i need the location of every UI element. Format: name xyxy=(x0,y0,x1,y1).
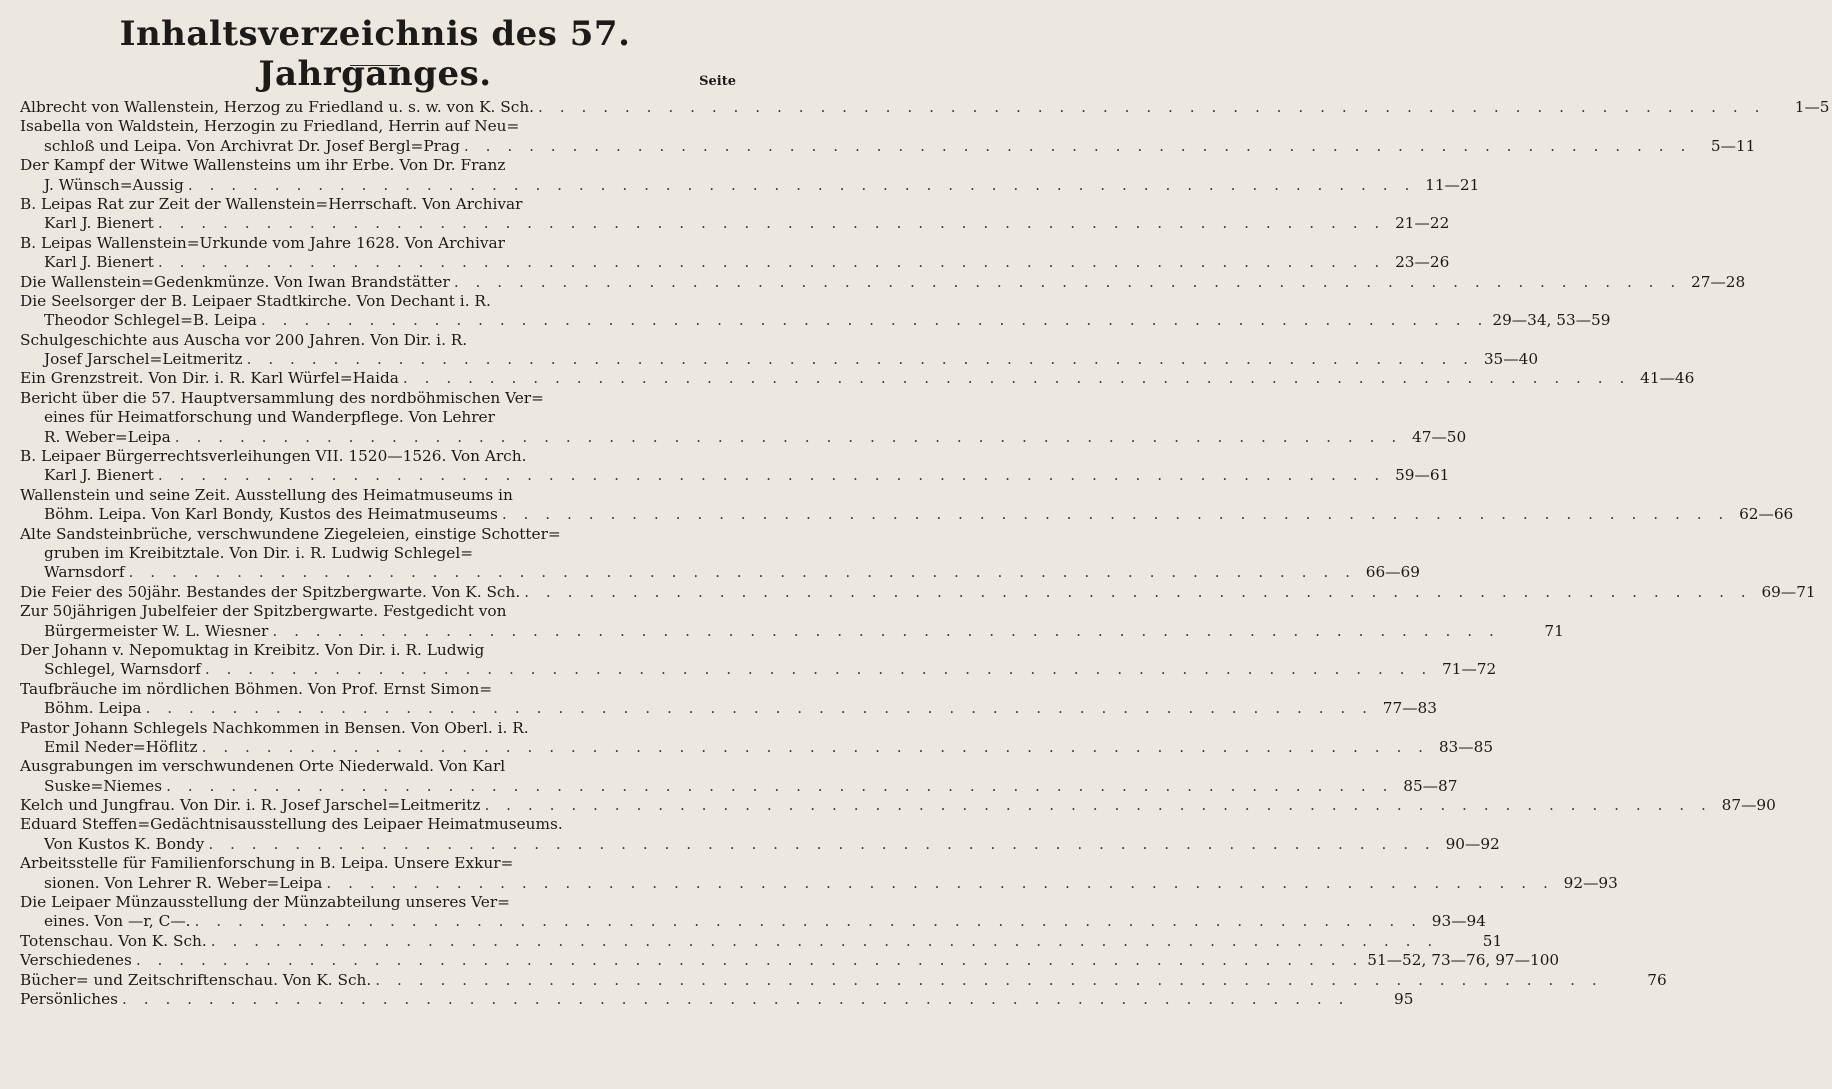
toc-entry-line xyxy=(20,505,1794,524)
toc-entry xyxy=(20,524,1420,583)
toc-entry-text: Karl J. Bienert xyxy=(44,214,154,233)
toc-entry-text: Persönliches xyxy=(20,989,118,1008)
toc-entry-text: eines für Heimatforschung und Wanderpflege. Von Lehrer xyxy=(44,408,495,427)
toc-entry-line xyxy=(20,757,736,776)
toc-page-number: 83—85 xyxy=(1438,737,1494,756)
toc-entry-text: B. Leipaer Bürgerrechtsverleihungen VII. 1520—1526. Von Arch. xyxy=(20,447,527,466)
toc-entry xyxy=(20,194,1450,234)
dot-leader xyxy=(129,563,1356,582)
toc-entry-text: Albrecht von Wallenstein, Herzog zu Friedland u. s. w. von K. Sch. xyxy=(20,98,535,116)
toc-entry xyxy=(20,98,1830,117)
toc-page-number: 90—92 xyxy=(1445,834,1500,853)
page-title: Inhaltsverzeichnis des 57. Jahrganges. xyxy=(119,14,631,94)
toc-entry-text: Die Leipaer Münzausstellung der Münzabteilung unseres Ver= xyxy=(20,893,510,912)
dot-leader xyxy=(403,369,1630,388)
toc-page-number: 41—46 xyxy=(1640,369,1695,388)
toc-entry-line xyxy=(20,796,1776,815)
dot-leader xyxy=(166,777,1393,796)
toc-entry xyxy=(20,582,1816,602)
toc-entry-text: B. Leipas Wallenstein=Urkunde vom Jahre 1628. Von Archivar xyxy=(20,233,505,252)
toc-entry-line xyxy=(20,311,1611,330)
toc-entry xyxy=(20,388,1467,447)
toc-entry-line xyxy=(20,447,736,466)
dot-leader xyxy=(136,951,1363,970)
toc-entry-text: Die Feier des 50jähr. Bestandes der Spitzbergwarte. Von K. Sch. xyxy=(20,582,521,601)
toc-entry-text: Alte Sandsteinbrüche, verschwundene Ziegeleien, einstige Schotter= xyxy=(20,524,561,543)
toc-entry-line xyxy=(20,117,736,136)
toc-entry-text: schloß und Leipa. Von Archivrat Dr. Josef Bergl=Prag xyxy=(44,136,460,155)
toc-page-number: 76 xyxy=(1647,970,1667,989)
toc-entry-line xyxy=(20,350,1539,369)
toc-entry xyxy=(20,330,1539,370)
dot-leader xyxy=(211,932,1438,951)
toc-entry-line xyxy=(20,98,1830,117)
toc-page-number: 71—72 xyxy=(1442,660,1497,679)
dot-leader xyxy=(158,214,1385,233)
toc-entry xyxy=(20,757,1458,796)
toc-entry xyxy=(20,970,1667,990)
toc-page-number: 93—94 xyxy=(1431,912,1486,931)
toc-entry-line xyxy=(20,660,1497,679)
toc-entry-text: Kelch und Jungfrau. Von Dir. i. R. Josef Jarschel=Leitmeritz xyxy=(20,796,481,815)
dot-leader xyxy=(261,311,1488,330)
toc-entry xyxy=(20,156,1480,195)
toc-entry-text: Arbeitsstelle für Familienforschung in B. Leipa. Unsere Exkur= xyxy=(20,854,514,873)
toc-entry-text: Die Wallenstein=Gedenkmünze. Von Iwan Brandstätter xyxy=(20,272,450,291)
toc-entry-text: Der Johann v. Nepomuktag in Kreibitz. Von Dir. i. R. Ludwig xyxy=(20,640,485,659)
toc-entry-line xyxy=(20,175,1480,195)
toc-entry xyxy=(20,291,1611,331)
toc-entry-line xyxy=(20,893,736,912)
toc-entry-line xyxy=(20,680,736,699)
toc-entry-text: Totenschau. Von K. Sch. xyxy=(20,931,207,950)
toc-entry-line xyxy=(20,602,736,621)
dot-leader xyxy=(122,990,1349,1009)
toc-entry-line xyxy=(20,156,736,175)
toc-entry-text: Verschiedenes xyxy=(20,951,132,970)
toc-entry xyxy=(20,796,1776,815)
toc-page-number: 59—61 xyxy=(1395,466,1450,485)
toc-entry xyxy=(20,815,1500,854)
toc-entry-text: Ausgrabungen im verschwundenen Orte Niederwald. Von Karl xyxy=(20,757,506,776)
toc-entry-text: Isabella von Waldstein, Herzogin zu Friedland, Herrin auf Neu= xyxy=(20,117,520,136)
toc-entry-line xyxy=(20,699,1438,718)
toc-entry-text: Ein Grenzstreit. Von Dir. i. R. Karl Würfel=Haida xyxy=(20,369,399,388)
dot-leader xyxy=(158,253,1385,272)
toc-entry-text: Zur 50jährigen Jubelfeier der Spitzbergwarte. Festgedicht von xyxy=(20,602,507,621)
toc-entry-line xyxy=(20,214,1450,233)
dot-leader xyxy=(502,505,1729,524)
toc-entry-text: Bücher= und Zeitschriftenschau. Von K. Sch. xyxy=(20,970,372,989)
toc-page-number: 1—5 xyxy=(1794,98,1830,116)
toc-page-number: 87—90 xyxy=(1721,796,1776,815)
toc-entry-text: Die Seelsorger der B. Leipaer Stadtkirche. Von Dechant i. R. xyxy=(20,291,491,310)
toc-page-number: 85—87 xyxy=(1403,776,1458,795)
toc-entry xyxy=(20,233,1450,273)
toc-entry-line xyxy=(20,582,1816,602)
toc-entry xyxy=(20,679,1438,719)
toc-entry xyxy=(20,117,1756,156)
toc-entry-text: Schlegel, Warnsdorf xyxy=(44,660,201,679)
toc-entry xyxy=(20,640,1497,680)
toc-entry-text: sionen. Von Lehrer R. Weber=Leipa xyxy=(44,873,323,892)
toc-page-number: 5—11 xyxy=(1710,136,1756,155)
toc-page-number: 29—34, 53—59 xyxy=(1492,311,1611,330)
toc-entry xyxy=(20,893,1486,932)
dot-leader xyxy=(188,176,1415,195)
toc-entry-text: Pastor Johann Schlegels Nachkommen in Bensen. Von Oberl. i. R. xyxy=(20,718,529,737)
toc-entry-line xyxy=(20,815,736,834)
toc-entry-text: eines. Von —r, C—. xyxy=(44,912,191,931)
toc-entry xyxy=(20,718,1494,758)
toc-entry xyxy=(20,485,1794,525)
toc-entry-line xyxy=(20,776,1458,796)
toc-entry-text: Bürgermeister W. L. Wiesner xyxy=(44,621,269,640)
toc-entry-line xyxy=(20,195,736,214)
toc-entry-line xyxy=(20,951,1560,970)
toc-entry-text: Böhm. Leipa. Von Karl Bondy, Kustos des Heimatmuseums xyxy=(44,505,498,524)
toc-entry-line xyxy=(20,989,1414,1009)
dot-leader xyxy=(175,428,1402,447)
toc-entry-text: Josef Jarschel=Leitmeritz xyxy=(44,350,243,369)
toc-entry-line xyxy=(20,272,1746,292)
toc-entry-line xyxy=(20,737,1494,757)
toc-entry-text: Schulgeschichte aus Auscha vor 200 Jahren. Von Dir. i. R. xyxy=(20,330,468,349)
toc-entry-line xyxy=(20,525,736,544)
toc-entry-line xyxy=(20,544,736,563)
toc-entry-text: J. Wünsch=Aussig xyxy=(44,175,184,194)
toc-page-number: 51 xyxy=(1482,931,1503,950)
toc-entry-text: Böhm. Leipa xyxy=(44,699,142,718)
toc-entry-line xyxy=(20,486,736,505)
toc-page-number: 11—21 xyxy=(1425,175,1480,194)
title-divider xyxy=(350,65,400,66)
toc-page-number: 77—83 xyxy=(1382,699,1438,718)
toc-entry-text: Wallenstein und seine Zeit. Ausstellung des Heimatmuseums in xyxy=(20,485,513,504)
dot-leader xyxy=(375,971,1602,990)
dot-leader xyxy=(272,622,1499,641)
toc-entry-text: R. Weber=Leipa xyxy=(44,427,171,446)
toc-page-number: 23—26 xyxy=(1395,253,1450,272)
toc-entry-line xyxy=(20,292,736,311)
toc-page-number: 47—50 xyxy=(1412,427,1467,446)
toc-entry-line xyxy=(20,427,1467,447)
toc-entry xyxy=(20,989,1414,1009)
dot-leader xyxy=(538,98,1765,117)
toc-entry-line xyxy=(20,854,736,873)
toc-entry-text: Warnsdorf xyxy=(44,563,125,582)
toc-entry xyxy=(20,447,1450,486)
toc-entry-line xyxy=(20,873,1618,893)
toc-entry xyxy=(20,951,1560,970)
toc-page-number: 66—69 xyxy=(1365,563,1420,582)
toc-entry xyxy=(20,602,1564,641)
toc-entry-text: Theodor Schlegel=B. Leipa xyxy=(44,311,257,330)
toc-page-number: 62—66 xyxy=(1739,505,1794,524)
toc-entry-text: Taufbräuche im nördlichen Böhmen. Von Prof. Ernst Simon= xyxy=(20,679,493,698)
dot-leader xyxy=(208,835,1435,854)
toc-entry-text: Suske=Niemes xyxy=(44,776,163,795)
toc-entry-line xyxy=(20,912,1486,931)
page-column-header: Seite xyxy=(699,74,736,89)
toc-page-number: 71 xyxy=(1544,621,1564,640)
dot-leader xyxy=(524,583,1751,602)
toc-entry xyxy=(20,931,1503,951)
toc-entry-text: B. Leipas Rat zur Zeit der Wallenstein=Herrschaft. Von Archivar xyxy=(20,194,523,213)
toc-entry xyxy=(20,369,1695,388)
toc-entry-line xyxy=(20,719,736,738)
toc-entry-line xyxy=(20,466,1450,485)
toc-entry-line xyxy=(20,136,1756,156)
toc-entry-line xyxy=(20,389,736,408)
toc-page-number: 35—40 xyxy=(1483,350,1539,369)
toc-entry-line xyxy=(20,408,736,427)
dot-leader xyxy=(454,273,1681,292)
toc-entry-line xyxy=(20,234,736,253)
toc-page-number: 21—22 xyxy=(1395,214,1450,233)
toc-entry-line xyxy=(20,331,736,350)
dot-leader xyxy=(146,699,1373,718)
toc-entry-text: Von Kustos K. Bondy xyxy=(44,834,205,853)
dot-leader xyxy=(247,350,1474,369)
toc-entry-line xyxy=(20,931,1503,951)
toc-entry-text: Bericht über die 57. Hauptversammlung des nordböhmischen Ver= xyxy=(20,388,544,407)
dot-leader xyxy=(326,874,1553,893)
toc-entry-text: Karl J. Bienert xyxy=(44,253,154,272)
dot-leader xyxy=(484,796,1711,815)
toc-entry-text: Karl J. Bienert xyxy=(44,466,154,485)
toc-entry xyxy=(20,854,1618,893)
toc-page-number: 27—28 xyxy=(1691,272,1746,291)
toc-page-number: 92—93 xyxy=(1563,873,1618,892)
dot-leader xyxy=(202,738,1429,757)
toc-entry-text: gruben im Kreibitztale. Von Dir. i. R. Ludwig Schlegel= xyxy=(44,543,474,562)
toc-entry-text: Der Kampf der Witwe Wallensteins um ihr Erbe. Von Dr. Franz xyxy=(20,156,506,175)
dot-leader xyxy=(464,137,1691,156)
toc-entry-line xyxy=(20,834,1500,854)
toc-entry-line xyxy=(20,563,1420,582)
toc-entry-line xyxy=(20,970,1667,990)
toc-entry-text: Eduard Steffen=Gedächtnisausstellung des Leipaer Heimatmuseums. xyxy=(20,815,563,834)
dot-leader xyxy=(195,912,1422,931)
toc-entry-line xyxy=(20,621,1564,641)
toc-entry-line xyxy=(20,369,1695,388)
toc-page-number: 69—71 xyxy=(1761,582,1816,601)
toc-page-number: 51—52, 73—76, 97—100 xyxy=(1367,951,1560,970)
toc-entry xyxy=(20,272,1746,292)
toc-entry-text: Emil Neder=Höflitz xyxy=(44,737,198,756)
dot-leader xyxy=(205,660,1432,679)
toc-entry-line xyxy=(20,253,1450,272)
toc-page-number: 95 xyxy=(1394,989,1414,1008)
toc-entry-line xyxy=(20,641,736,660)
table-of-contents xyxy=(20,98,1830,1009)
dot-leader xyxy=(158,466,1385,485)
